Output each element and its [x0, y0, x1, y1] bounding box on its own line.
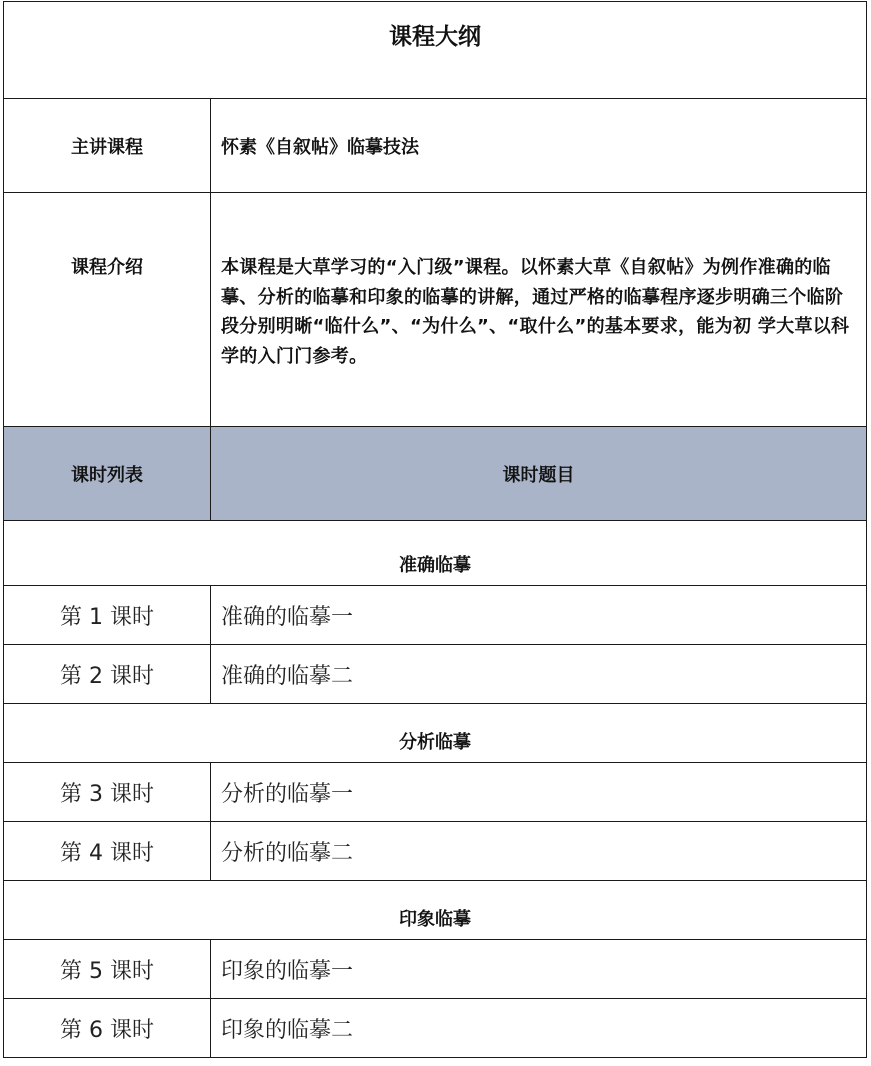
lesson-row	[4, 763, 867, 822]
lesson-title: 准确的临摹二	[211, 645, 867, 704]
page-title: 课程大纲	[4, 2, 867, 99]
lesson-row	[4, 999, 867, 1058]
intro-row	[4, 193, 867, 427]
section-title: 印象临摹	[4, 881, 867, 940]
lesson-row	[4, 822, 867, 881]
section-title: 分析临摹	[4, 704, 867, 763]
section-title: 准确临摹	[4, 521, 867, 586]
section-row	[4, 704, 867, 763]
lesson-title: 分析的临摹一	[211, 763, 867, 822]
course-label: 主讲课程	[4, 99, 211, 193]
course-value: 怀素《自叙帖》临摹技法	[211, 99, 867, 193]
section-row	[4, 881, 867, 940]
lesson-number: 第 6 课时	[4, 999, 211, 1058]
section-row	[4, 521, 867, 586]
intro-text: 本课程是大草学习的“入门级”课程。以怀素大草《自叙帖》为例作准确的临摹、分析的临摹和印象的临摹的讲解，通过严格的临摹程序逐步明确三个临阶段分别明晰“临什么”、“为什么”、“取什么”的基本要求，能为初 学大草以科学的入门门参考。	[211, 193, 867, 427]
lesson-title: 印象的临摹一	[211, 940, 867, 999]
lesson-list-header: 课时列表	[4, 427, 211, 521]
syllabus-table	[3, 1, 867, 1058]
lesson-number: 第 4 课时	[4, 822, 211, 881]
lesson-row	[4, 940, 867, 999]
course-row	[4, 99, 867, 193]
lesson-number: 第 5 课时	[4, 940, 211, 999]
lesson-number: 第 2 课时	[4, 645, 211, 704]
lesson-title: 分析的临摹二	[211, 822, 867, 881]
title-row	[4, 2, 867, 99]
lesson-header-row	[4, 427, 867, 521]
lesson-title: 准确的临摹一	[211, 586, 867, 645]
lesson-number: 第 1 课时	[4, 586, 211, 645]
lesson-row	[4, 645, 867, 704]
lesson-title-header: 课时题目	[211, 427, 867, 521]
lesson-title: 印象的临摹二	[211, 999, 867, 1058]
intro-label: 课程介绍	[4, 193, 211, 427]
lesson-number: 第 3 课时	[4, 763, 211, 822]
lesson-row	[4, 586, 867, 645]
